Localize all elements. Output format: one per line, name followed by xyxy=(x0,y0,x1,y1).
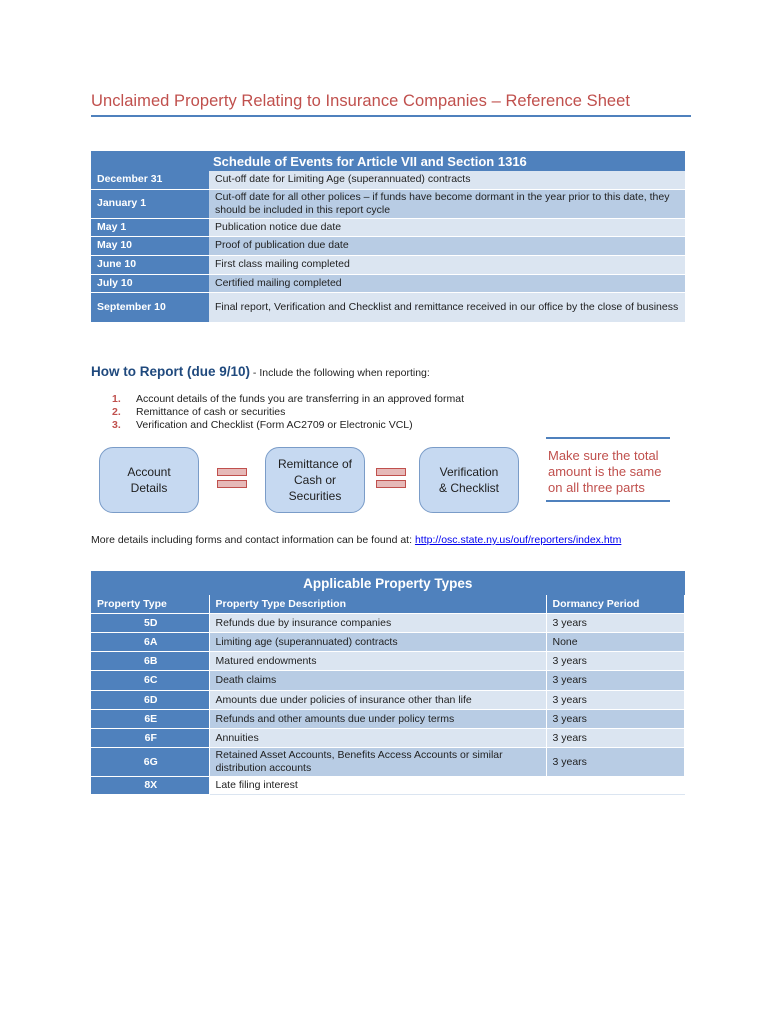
schedule-header: Schedule of Events for Article VII and Section 1316 xyxy=(209,151,685,171)
dormancy-period: 3 years xyxy=(546,652,685,671)
property-code: 8X xyxy=(91,777,209,795)
list-item xyxy=(112,406,464,419)
dormancy-period: 3 years xyxy=(546,614,685,633)
list-item xyxy=(112,419,464,432)
property-description: Retained Asset Accounts, Benefits Access Accounts or similar distribution accounts xyxy=(209,748,546,777)
account-details-box xyxy=(99,447,199,513)
types-header: Applicable Property Types xyxy=(91,571,685,595)
schedule-event: Cut-off date for Limiting Age (superannuated) contracts xyxy=(209,171,685,189)
property-types-table xyxy=(91,571,685,795)
property-code: 6B xyxy=(91,652,209,671)
equals-icon xyxy=(376,468,406,492)
list-text: Remittance of cash or securities xyxy=(136,406,286,418)
property-description: Limiting age (superannuated) contracts xyxy=(209,633,546,652)
verification-label: Verification & Checklist xyxy=(438,465,500,495)
more-details xyxy=(91,534,621,546)
list-number: 1. xyxy=(112,393,121,405)
property-description: Refunds and other amounts due under policy terms xyxy=(209,710,546,729)
remittance-box xyxy=(265,447,365,513)
schedule-date: June 10 xyxy=(91,255,209,274)
schedule-date: July 10 xyxy=(91,274,209,292)
schedule-event: Certified mailing completed xyxy=(209,274,685,292)
list-number: 3. xyxy=(112,419,121,431)
callout-note: Make sure the total amount is the same on all three parts xyxy=(546,437,670,502)
schedule-event: Proof of publication due date xyxy=(209,236,685,255)
list-item xyxy=(112,393,464,406)
schedule-corner xyxy=(91,151,209,171)
steps-list xyxy=(112,393,464,432)
schedule-date: January 1 xyxy=(91,189,209,218)
verification-box xyxy=(419,447,519,513)
column-header: Property Type xyxy=(91,595,209,614)
property-code: 6G xyxy=(91,748,209,777)
property-code: 6F xyxy=(91,729,209,748)
list-text: Verification and Checklist (Form AC2709 or Electronic VCL) xyxy=(136,419,413,431)
schedule-table xyxy=(91,151,685,323)
howto-intro: - Include the following when reporting: xyxy=(250,367,430,379)
howto-heading: How to Report (due 9/10) xyxy=(91,364,251,379)
property-description: Refunds due by insurance companies xyxy=(209,614,546,633)
reporters-link[interactable]: http://osc.state.ny.us/ouf/reporters/index.htm xyxy=(414,534,622,546)
property-description: Annuities xyxy=(209,729,546,748)
column-header: Dormancy Period xyxy=(546,595,685,614)
schedule-event: Cut-off date for all other polices – if funds have become dormant in the year prior to this date, they should be included in this report cycle xyxy=(209,189,685,218)
dormancy-period: 3 years xyxy=(546,691,685,710)
property-description: Matured endowments xyxy=(209,652,546,671)
property-description: Late filing interest xyxy=(209,777,546,795)
dormancy-period xyxy=(546,777,685,795)
schedule-event: Publication notice due date xyxy=(209,218,685,236)
list-number: 2. xyxy=(112,406,121,418)
schedule-date: December 31 xyxy=(91,171,209,189)
title-rule xyxy=(91,115,691,117)
schedule-date: May 10 xyxy=(91,236,209,255)
property-code: 5D xyxy=(91,614,209,633)
dormancy-period: None xyxy=(546,633,685,652)
property-code: 6D xyxy=(91,691,209,710)
howto-line xyxy=(91,364,430,379)
more-details-text: More details including forms and contact information can be found at: xyxy=(91,534,415,546)
schedule-event: Final report, Verification and Checklist and remittance received in our office by the close of business xyxy=(209,292,685,322)
list-text: Account details of the funds you are transferring in an approved format xyxy=(136,393,465,405)
property-description: Death claims xyxy=(209,671,546,691)
dormancy-period: 3 years xyxy=(546,710,685,729)
schedule-date: September 10 xyxy=(91,292,209,322)
column-header: Property Type Description xyxy=(209,595,546,614)
property-description: Amounts due under policies of insurance other than life xyxy=(209,691,546,710)
account-details-label: Account Details xyxy=(127,465,171,495)
remittance-label: Remittance of Cash or Securities xyxy=(277,457,353,503)
dormancy-period: 3 years xyxy=(546,729,685,748)
schedule-event: First class mailing completed xyxy=(209,255,685,274)
dormancy-period: 3 years xyxy=(546,671,685,691)
page-title: Unclaimed Property Relating to Insurance Companies – Reference Sheet xyxy=(91,92,631,110)
schedule-date: May 1 xyxy=(91,218,209,236)
dormancy-period: 3 years xyxy=(546,748,685,777)
property-code: 6C xyxy=(91,671,209,691)
property-code: 6A xyxy=(91,633,209,652)
equals-icon xyxy=(217,468,247,492)
property-code: 6E xyxy=(91,710,209,729)
